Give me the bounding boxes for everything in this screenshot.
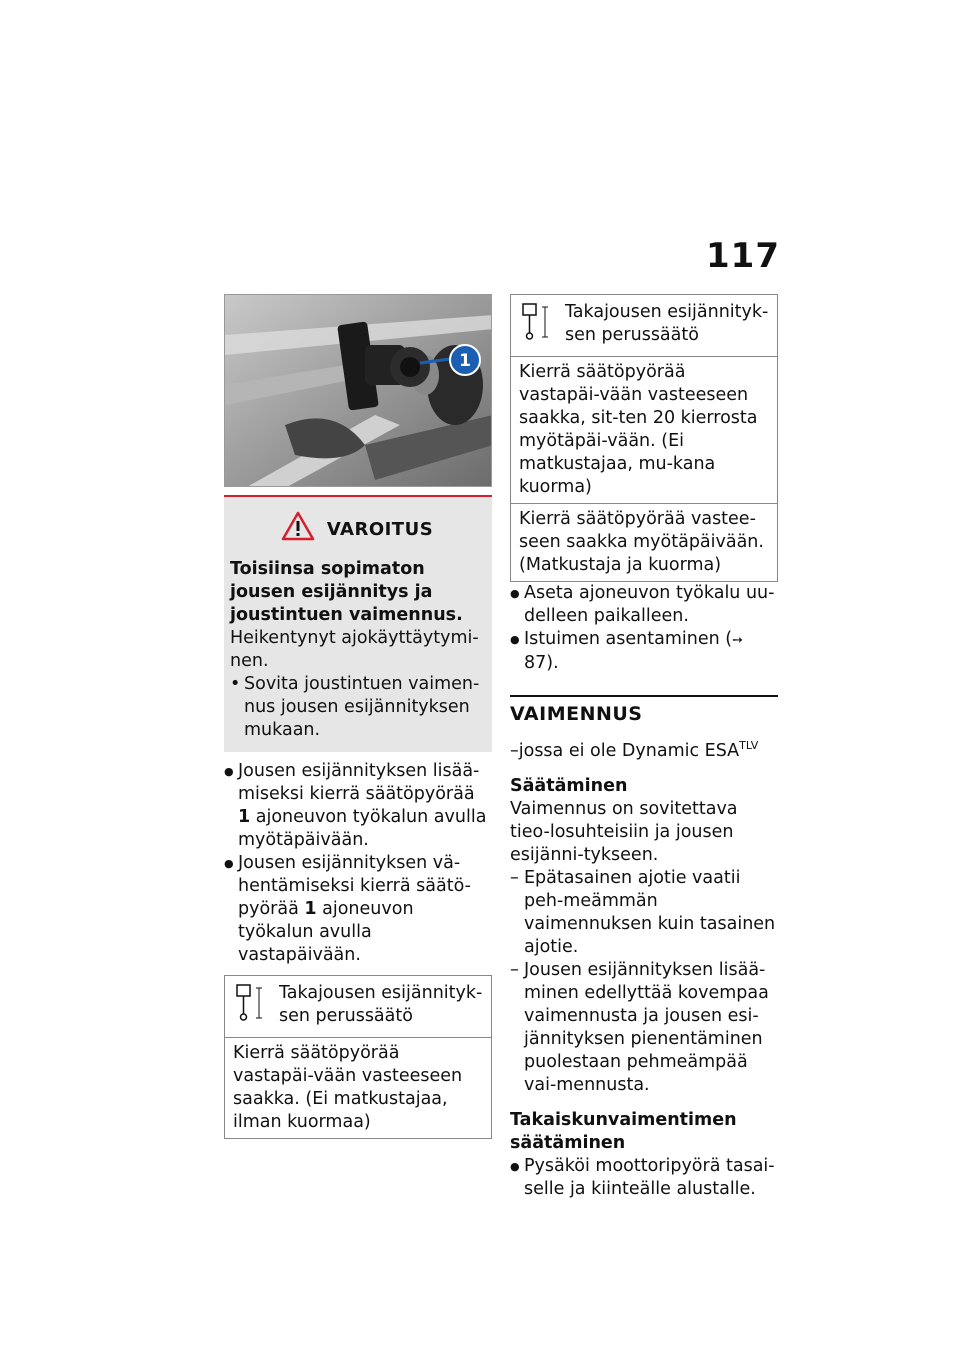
warning-consequence: Heikentynyt ajokäyttäytymi-nen. bbox=[230, 628, 479, 671]
list-item: ● Jousen esijännityksen lisää-miseksi kierrä säätöpyörää 1 ajoneuvon työkalun avulla myötäpäivään. bbox=[224, 760, 492, 852]
right-column bbox=[510, 294, 778, 1201]
list-item: – Epätasainen ajotie vaatii peh-meämmän vaimennuksen kuin tasainen ajotie. bbox=[510, 867, 778, 959]
list-item: ● Jousen esijännityksen vä-hentämiseksi kierrä säätö-pyörää 1 ajoneuvon työkalun avulla vastapäivään. bbox=[224, 852, 492, 967]
list-item: ● Pysäköi moottoripyörä tasai-selle ja kiinteälle alustalle. bbox=[510, 1155, 778, 1201]
page-reference[interactable]: 87). bbox=[524, 653, 559, 673]
section-title: VAIMENNUS bbox=[510, 695, 778, 726]
box-title: Takajousen esijännityk-sen perussäätö bbox=[565, 302, 769, 345]
warning-hazard: Toisiinsa sopimaton jousen esijännitys ja joustintuen vaimennus. bbox=[230, 559, 463, 625]
list-item: – Jousen esijännityksen lisää-minen edellyttää kovempaa vaimennusta ja jousen esi-jännityksen pienentäminen puolestaan pehmeämpää vai-mennusta. bbox=[510, 959, 778, 1097]
page-number: 117 bbox=[706, 236, 780, 276]
left-column bbox=[224, 294, 492, 1139]
box-row: Kierrä säätöpyörää vastee-seen saakka myötäpäivään. (Matkustaja ja kuorma) bbox=[511, 503, 777, 581]
warning-box bbox=[224, 495, 492, 752]
suspension-photo bbox=[224, 294, 492, 487]
subsection-heading: Takaiskunvaimentimen säätäminen bbox=[510, 1109, 737, 1153]
section-subtitle: –jossa ei ole Dynamic $ESA^{TLV}$ bbox=[510, 739, 759, 761]
paragraph: Vaimennus on sovitettava tieo-losuhteisiin ja jousen esijänni-tykseen. bbox=[510, 798, 738, 865]
warning-title: VAROITUS bbox=[326, 519, 434, 540]
warning-action: • Sovita joustintuen vaimen-nus jousen esijännityksen mukaan. bbox=[230, 673, 484, 742]
spring-setting-box bbox=[510, 294, 778, 582]
tool-icon bbox=[233, 982, 269, 1029]
box-title: Takajousen esijännityk-sen perussäätö bbox=[279, 983, 483, 1026]
warning-icon bbox=[281, 511, 315, 548]
list-item: ● Istuimen asentaminen (➙ 87). bbox=[510, 628, 778, 675]
page-reference-arrow-icon: ➙ bbox=[732, 633, 744, 648]
tool-icon bbox=[519, 301, 555, 348]
list-item: ● Aseta ajoneuvon työkalu uu-delleen paikalleen. bbox=[510, 582, 778, 628]
box-row: Kierrä säätöpyörää vastapäi-vään vasteeseen saakka. (Ei matkustajaa, ilman kuormaa) bbox=[233, 1043, 463, 1132]
spring-setting-box bbox=[224, 975, 492, 1139]
subsection-heading: Säätäminen bbox=[510, 775, 628, 796]
callout-number: 1 bbox=[459, 351, 471, 371]
box-row: Kierrä säätöpyörää vastapäi-vään vasteeseen saakka, sit-ten 20 kierrosta myötäpäi-vään. (Ei matkustajaa, mu-kana kuorma) bbox=[519, 362, 758, 497]
